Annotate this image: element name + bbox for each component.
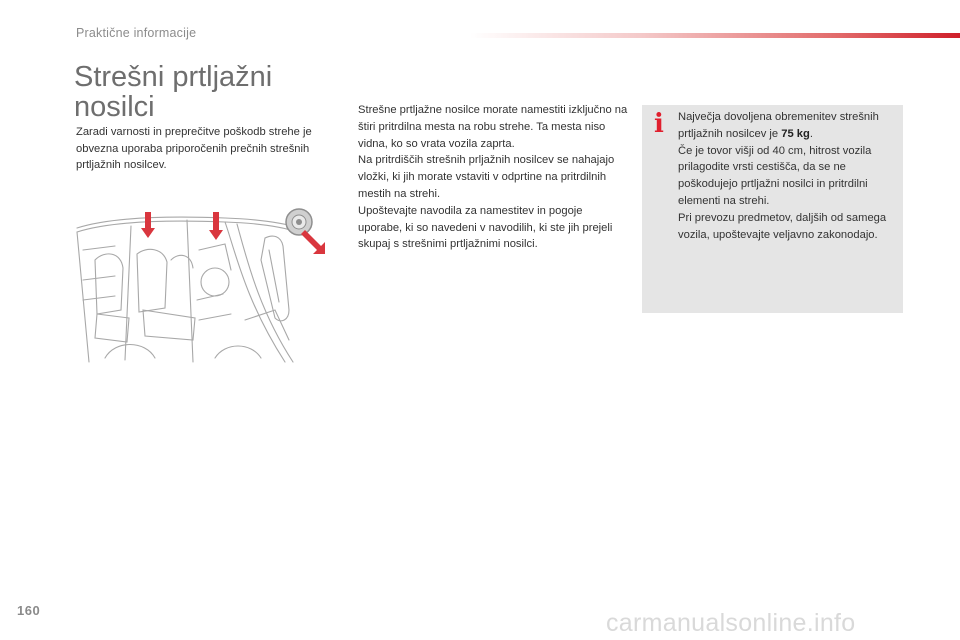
- page-title: Strešni prtljažni nosilci: [74, 61, 273, 123]
- max-load-note: [678, 109, 898, 143]
- long-objects-note: Pri prevozu predmetov, daljših od samega vozila, upoštevajte veljavno zakonodajo.: [678, 211, 887, 241]
- car-roof-illustration: [75, 190, 335, 365]
- height-speed-note: Če je tovor višji od 40 cm, hitrost vozila prilagodite vrsti cestišča, da se ne poškodujejo prtljažni nosilci in pritrdilni elementi na strehi.: [678, 144, 872, 207]
- max-load-text: Največja dovoljena obremenitev strešnih prtljažnih nosilcev je: [678, 111, 879, 140]
- intro-text: Zaradi varnosti in preprečitve poškodb strehe je obvezna uporaba priporočenih prečnih strešnih prtljažnih nosilcev.: [76, 126, 312, 171]
- info-box: [642, 105, 903, 313]
- instruction-paragraph: Na pritrdiščih strešnih prljažnih nosilcev se nahajajo vložki, ki jih morate vstaviti v odprtine na pritrdilnih mestih na strehi.: [358, 154, 615, 200]
- instruction-paragraph: Strešne prtljažne nosilce morate namestiti izključno na štiri pritrdilna mesta na robu strehe. Ta mesta niso vidna, ko so vrata vozila zaprta.: [358, 104, 628, 150]
- instructions-column: [358, 102, 628, 253]
- info-icon: i: [654, 109, 664, 139]
- watermark: carmanualsonline.info: [606, 609, 856, 637]
- instruction-paragraph: Upoštevajte navodila za namestitev in pogoje uporabe, ki so navedeni v navodilih, ki ste jih prejeli skupaj s strešnimi prtljažnimi nosilci.: [358, 204, 613, 251]
- max-load-end: .: [809, 127, 813, 140]
- page-number: 160: [17, 603, 41, 618]
- header-accent-bar: [470, 33, 960, 38]
- section-header-title: Praktične informacije: [76, 26, 197, 40]
- info-text: [678, 109, 898, 243]
- max-load-value: 75 kg: [781, 127, 810, 140]
